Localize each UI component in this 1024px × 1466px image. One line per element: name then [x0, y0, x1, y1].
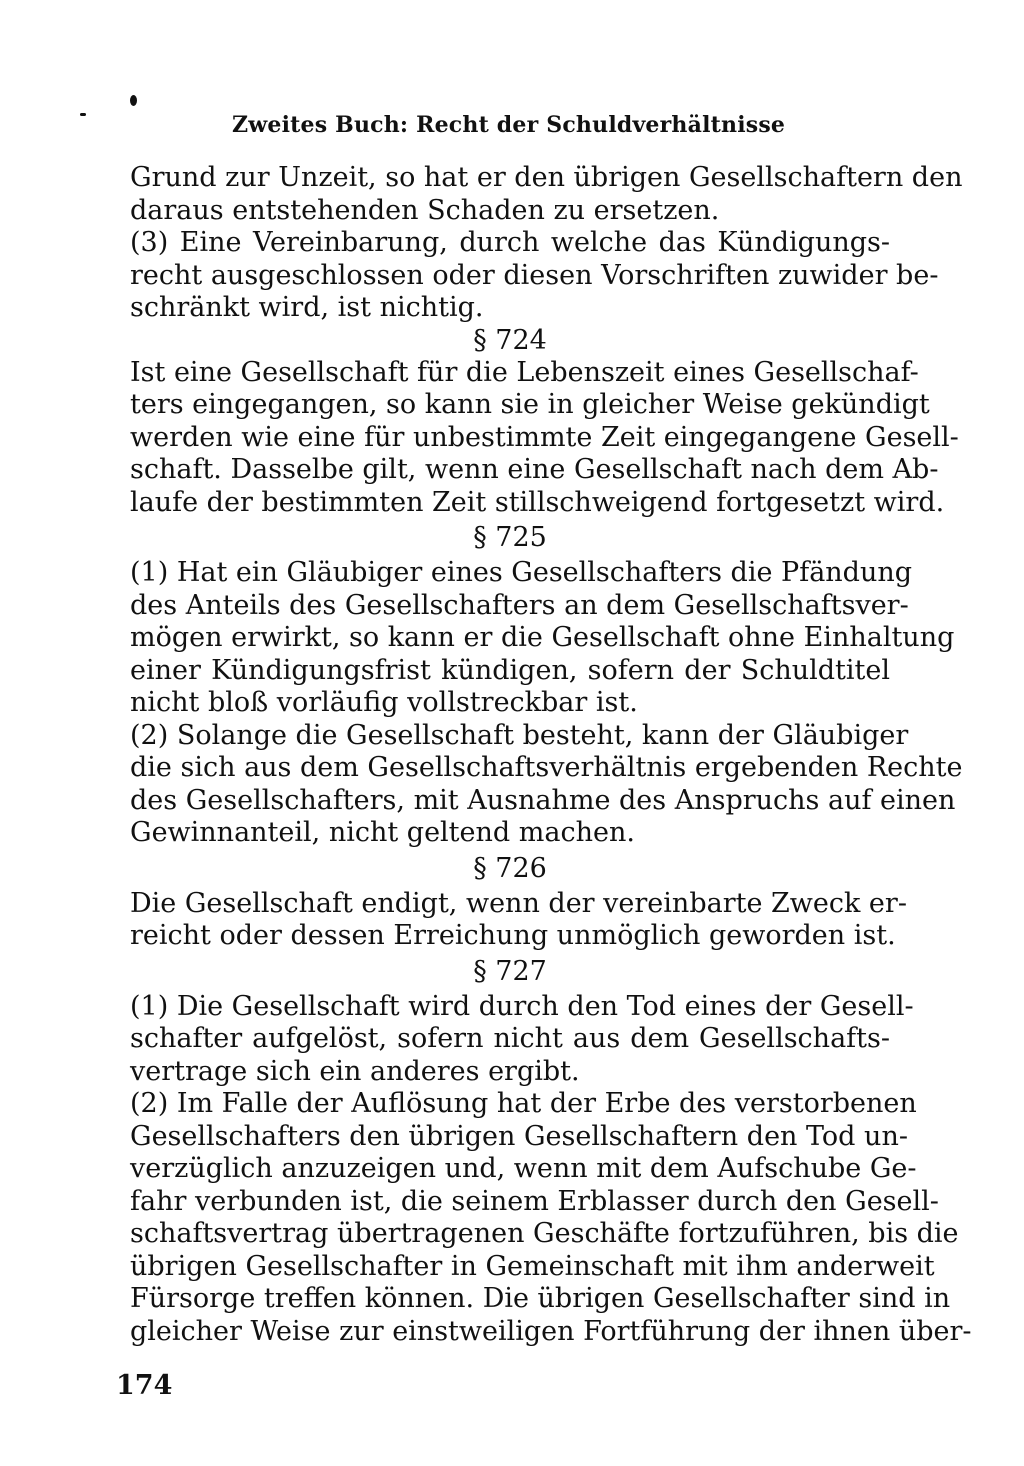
text-line: schränkt wird, ist nichtig. [130, 292, 484, 323]
text-line: reicht oder dessen Erreichung unmöglich geworden ist. [130, 920, 896, 951]
running-head: Zweites Buch: Recht der Schuldverhältnisse [232, 112, 786, 138]
page-number: 174 [116, 1370, 173, 1401]
text-line: schaft. Dasselbe gilt, wenn eine Gesellschaft nach dem Ab- [130, 454, 939, 485]
section-heading: § 727 [473, 955, 547, 987]
text-line: gleicher Weise zur einstweiligen Fortführung der ihnen über- [130, 1315, 972, 1347]
text-line: verzüglich anzuzeigen und, wenn mit dem Aufschube Ge- [130, 1153, 917, 1184]
text-line: (2) Im Falle der Auflösung hat der Erbe des verstorbenen [130, 1088, 917, 1119]
text-line: werden wie eine für unbestimmte Zeit eingegangene Gesell- [130, 421, 959, 453]
section-heading: § 725 [473, 522, 547, 553]
text-line: übrigen Gesellschafter in Gemeinschaft mit ihm anderweit [130, 1250, 935, 1282]
text-line: (1) Die Gesellschaft wird durch den Tod eines der Gesell- [130, 990, 914, 1022]
text-line: Die Gesellschaft endigt, wenn der vereinbarte Zweck er- [130, 887, 907, 919]
text-line: mögen erwirkt, so kann er die Gesellschaft ohne Einhaltung [130, 622, 955, 653]
text-line: recht ausgeschlossen oder diesen Vorschriften zuwider be- [130, 259, 939, 291]
text-line: Gesellschafters den übrigen Gesellschaftern den Tod un- [130, 1120, 908, 1152]
text-line: die sich aus dem Gesellschaftsverhältnis ergebenden Rechte [130, 752, 963, 783]
text-line: des Anteils des Gesellschafters an dem Gesellschaftsver- [130, 589, 909, 621]
ink-speck [80, 113, 86, 116]
ink-speck [130, 95, 137, 106]
text-line: (3) Eine Vereinbarung, durch welche das Kündigungs- [130, 227, 890, 258]
text-line: schaftsvertrag übertragenen Geschäfte fortzuführen, bis die [130, 1218, 959, 1249]
text-line: einer Kündigungsfrist kündigen, sofern der Schuldtitel [130, 654, 890, 686]
text-line: daraus entstehenden Schaden zu ersetzen. [130, 194, 720, 226]
text-line: nicht bloß vorläufig vollstreckbar ist. [130, 687, 638, 718]
text-line: Fürsorge treffen können. Die übrigen Gesellschafter sind in [130, 1283, 951, 1314]
text-line: Grund zur Unzeit, so hat er den übrigen Gesellschaftern den [130, 162, 963, 193]
text-line: des Gesellschafters, mit Ausnahme des Anspruchs auf einen [130, 784, 956, 816]
text-line: schafter aufgelöst, sofern nicht aus dem Gesellschafts- [130, 1023, 890, 1054]
text-line: ters eingegangen, so kann sie in gleicher Weise gekündigt [130, 389, 930, 420]
text-line: (1) Hat ein Gläubiger eines Gesellschafters die Pfändung [130, 557, 913, 588]
text-line: vertrage sich ein anderes ergibt. [130, 1055, 580, 1087]
section-heading: § 726 [473, 852, 547, 884]
text-line: fahr verbunden ist, die seinem Erblasser durch den Gesell- [130, 1185, 939, 1217]
text-line: Gewinnanteil, nicht geltend machen. [130, 817, 635, 848]
text-line: (2) Solange die Gesellschaft besteht, kann der Gläubiger [130, 719, 909, 751]
body-text [130, 162, 972, 1348]
text-line: Ist eine Gesellschaft für die Lebenszeit eines Gesellschaf- [130, 356, 919, 388]
text-line: laufe der bestimmten Zeit stillschweigend fortgesetzt wird. [130, 486, 945, 518]
section-heading: § 724 [473, 324, 547, 356]
